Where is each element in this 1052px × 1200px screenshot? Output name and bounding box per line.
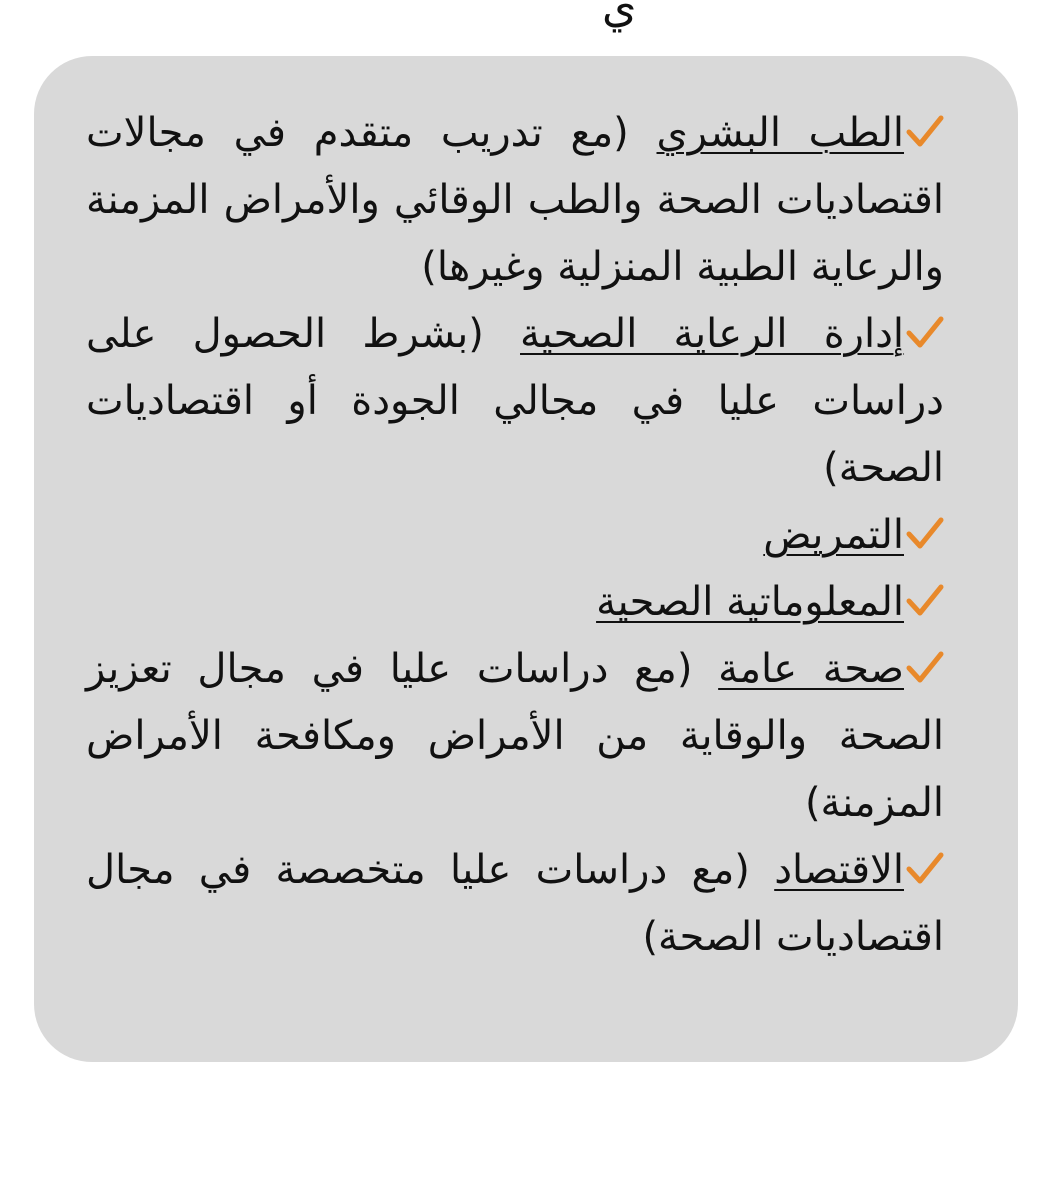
list-item: [86, 569, 944, 636]
item-title: التمريض: [763, 512, 904, 558]
content-card: [34, 56, 1018, 1062]
checkmark-icon: [904, 583, 944, 617]
list-item: [86, 837, 944, 971]
list-item: [86, 100, 944, 301]
list-item: [86, 502, 944, 569]
item-title: الاقتصاد: [774, 847, 904, 893]
checkmark-icon: [904, 315, 944, 349]
item-detail: (مع دراسات عليا في مجال تعزيز الصحة والوقاية من الأمراض ومكافحة الأمراض المزمنة): [86, 646, 944, 826]
checkmark-icon: [904, 650, 944, 684]
checkmark-icon: [904, 851, 944, 885]
item-title: صحة عامة: [718, 646, 904, 692]
checkmark-icon: [904, 114, 944, 148]
checkmark-icon: [904, 516, 944, 550]
item-title: الطب البشري: [656, 110, 905, 156]
top-text-fragment: ي: [602, 0, 637, 33]
item-detail: (مع تدريب متقدم في مجالات اقتصاديات الصحة والطب الوقائي والأمراض المزمنة والرعاية الطبية المنزلية وغيرها): [86, 110, 944, 290]
item-title: إدارة الرعاية الصحية: [520, 311, 905, 357]
item-title: المعلوماتية الصحية: [596, 579, 904, 625]
list-item: [86, 301, 944, 502]
specialties-list: [86, 100, 944, 971]
item-detail: (بشرط الحصول على دراسات عليا في مجالي الجودة أو اقتصاديات الصحة): [86, 311, 944, 491]
list-item: [86, 636, 944, 837]
item-detail: (مع دراسات عليا متخصصة في مجال اقتصاديات الصحة): [86, 847, 944, 960]
